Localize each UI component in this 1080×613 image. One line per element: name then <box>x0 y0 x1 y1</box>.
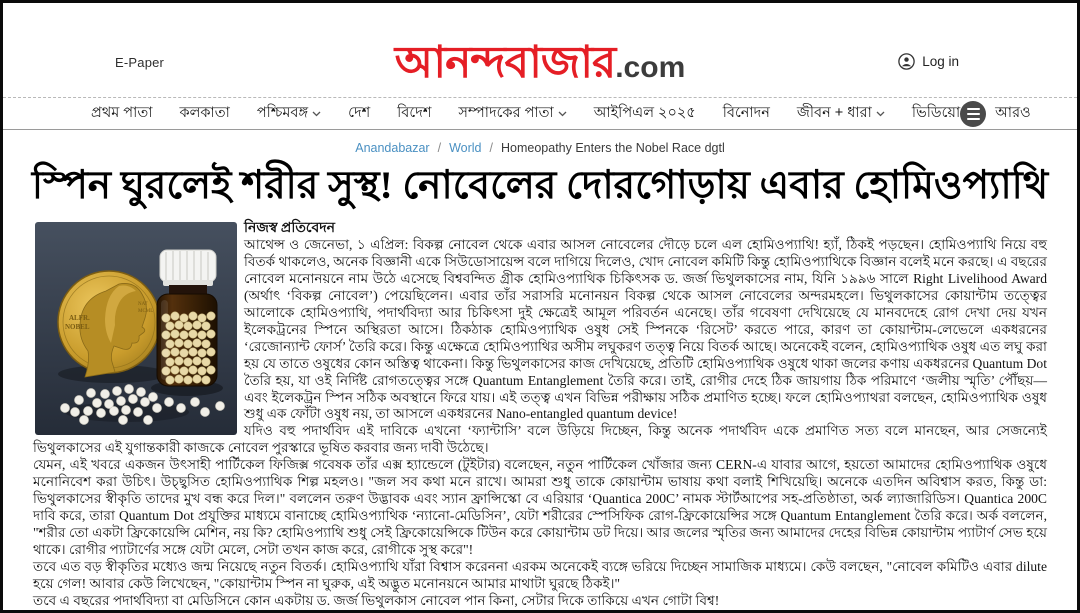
article-headline: স্পিন ঘুরলেই শরীর সুস্থ! নোবেলের দোরগোড়ায় এবার হোমিওপ্যাথি <box>31 164 1049 207</box>
nav-label: সম্পাদকের পাতা <box>458 104 554 121</box>
logo-bengali-text: আনন্দবাজার <box>394 38 616 87</box>
nav-label: প্রথম পাতা <box>91 104 153 121</box>
nav-item-kolkata[interactable] <box>179 102 229 126</box>
chevron-down-icon <box>312 111 321 117</box>
nav-item-entertainment[interactable] <box>723 102 770 126</box>
nav-label: জীবন + ধারা <box>796 104 872 121</box>
svg-text:NAT: NAT <box>138 301 148 307</box>
article-photo-graphic <box>35 222 237 435</box>
login-button[interactable] <box>898 53 959 70</box>
nav-label: আইপিএল ২০২৫ <box>593 104 696 121</box>
breadcrumb-separator: / <box>489 140 493 155</box>
breadcrumb-current-page: Homeopathy Enters the Nobel Race dgtl <box>501 140 725 155</box>
svg-text:NOBEL: NOBEL <box>65 322 90 331</box>
nav-item-lifestyle[interactable] <box>797 102 885 126</box>
nav-label: পশ্চিমবঙ্গ <box>256 104 309 121</box>
site-header <box>3 3 1077 97</box>
breadcrumb-home-link[interactable]: Anandabazar <box>355 140 430 155</box>
more-menu-button[interactable] <box>960 101 1031 127</box>
nav-label: বিনোদন <box>722 104 770 121</box>
article-paragraph: তবে এ বছরের পদার্থবিদ্যা বা মেডিসিনে কোন একটায় ড. জর্জ ভিথুলকাস নোবেল পান কিনা, সেটার দিকে তাকিয়ে এখন গোটা বিশ্ব! <box>33 592 720 608</box>
nav-item-bidesh[interactable] <box>397 102 431 126</box>
more-label: আরও <box>995 104 1031 121</box>
breadcrumb-world-link[interactable]: World <box>449 140 482 155</box>
logo-com-suffix: .com <box>615 51 686 84</box>
article-image <box>35 222 237 435</box>
nav-item-front-page[interactable] <box>91 102 152 126</box>
chevron-down-icon <box>558 111 567 117</box>
chevron-down-icon <box>876 111 885 117</box>
nav-label: দেশ <box>348 104 371 121</box>
nav-label: ভিডিয়ো <box>911 104 961 121</box>
nav-item-video[interactable] <box>912 102 960 126</box>
pill-bottle <box>157 250 217 386</box>
nav-item-ipl-2025[interactable] <box>594 102 696 126</box>
article-paragraph: আথেন্স ও জেনেভা, ১ এপ্রিল: বিকল্প নোবেল থেকে এবার আসল নোবেলের দৌড়ে চলে এল হোমিওপ্যাথি! হ্যাঁ, ঠিকই পড়ছেন। হোমিওপ্যাথি নিয়ে বহু বিতর্ক থাকলেও, অনেক বিজ্ঞানী একে সিউডোসায়েন্স বলে দাগিয়ে দিলেও, খোদ নোবেল কমিটি কিন্তু হোমিওপ্যাথিকে বিজ্ঞান বলেই মনে করছে। এ বছরের নোবেল মনোনয়নে নাম উঠে এসেছে বিশ্ববন্দিত গ্রীক হোমিওপ্যাথিক চিকিৎসক ড. জর্জ ভিথুলকাসের নাম, যিনি ১৯৯৬ সালে Right Livelihood Award (অর্থাৎ ‘বিকল্প নোবেল’) পেয়েছিলেন। এবার তাঁর সরাসরি মনোনয়ন বিকল্প থেকে আসল নোবেলের অন্দরমহলে। ভিথুলকাসের কোয়ান্টাম তত্ত্বের আলোকে হোমিওপ্যাথি, পদার্থবিদ্যা আর চিকিৎসা দুই ক্ষেত্রেই আমূল পরিবর্তন এনেছে। তাঁর গবেষণা দেখিয়েছে যে মানবদেহে রোগ দেখা দেয় যখন ইলেকট্রনের স্পিনে অস্থিরতা আসে। ঠিকঠাক হোমিওপ্যাথিক ওষুধ সেই স্পিনকে ‘রিসেট’ করতে পারে, কারণ তা কোয়ান্টাম-লেভেলে একধরনের ‘রেজোন্যান্ট ফোর্স’ তৈরি করে। কিন্তু এক্ষেত্রে হোমিওপ্যাথির অসীম লঘুকরণ তত্ত্ব নিয়ে বিতর্ক আছে। অনেকেই বলেন, হোমিওপ্যাথিক ওষুধ এত লঘু করা হয় যে তাতে ওষুধের কোন অস্তিত্ব থাকেনা। কিন্তু ভিথুলকাসের কাজ দেখিয়েছে, প্রতিটি হোমিওপ্যাথিক ওষুধে থাকা জলের কণায় একধরনের Quantum Dot তৈরি হয়, যা ওই নির্দিষ্ট রোগতত্ত্বের সঙ্গে Quantum Entanglement তৈরি করে। তাই, রোগীর দেহে ঠিক জায়গায় ঠিক পরিমাণে ‘জলীয় স্মৃতি’ পৌঁছয়—এবং ইলেকট্রন স্পিন সঠিক অবস্থানে ফিরে যায়। এই তত্ত্ব এখন বিভিন্ন পরীক্ষায় সঠিক প্রমাণিত হচ্ছে। ফলে হোমিওপ্যাথরা বলছেন, হোমিওপ্যাথিক ওষুধ শুধু এক ফোঁটা ওষুধ নয়, তা আসলে একধরনের Nano-entangled quantum device! <box>244 237 1047 422</box>
breadcrumb <box>3 136 1077 159</box>
epaper-link[interactable]: E-Paper <box>115 55 165 70</box>
nav-label: কলকাতা <box>179 104 230 121</box>
nav-items <box>91 102 960 126</box>
article-paragraph: যেমন, এই খবরে একজন উৎসাহী পার্টিকেল ফিজিক্স গবেষক তাঁর এক্স হ্যান্ডেলে (টুইটার) বলেছেন, নতুন পার্টিকেল খোঁজার জন্য CERN-এ যাবার আগে, হয়তো আমাদের হোমিওপ্যাথিক ওষুধে মনোনিবেশ করা উচিৎ। উচ্ছ্বসিত হোমিওপ্যাথিক শিল্প মহলও। "জল সব কথা মনে রাখে। আমরা শুধু তাকে কোয়ান্টাম ভাষায় কথা বলাই শিখিয়েছি। অনেকে এতদিন অবিশ্বাস করত, কিন্তু ডা: ভিথুলকাসের স্বীকৃতি তাদের মুখ বন্ধ করে দিল।" বললেন তরুণ উদ্ভাবক এবং স্যান ফ্রান্সিস্কো বে এরিয়ার ‘Quantica 200C’ নামক স্টার্টআপের সহ-প্রতিষ্ঠাতা, অর্ক ল্যাজারিডিস। Quantica 200C দাবি করে, তারা Quantum Dot প্রযুক্তির মাধ্যমে বানাচ্ছে হোমিওপ্যাথিক ‘ন্যানো-মেডিসিন’, যেটা শরীরের স্পেসিফিক রোগ-ফ্রিকোয়েন্সির সঙ্গে Quantum Entanglement তৈরি করে। অর্ক বললেন, "শরীর তো একটা ফ্রিকোয়েন্সি মেশিন, নয় কি? হোমিওপ্যাথি শুধু সেই ফ্রিকোয়েন্সিকে টিউন করে কোয়ান্টাম ডট দিয়ে। আর জলের স্মৃতির জন্য আমাদের দেহের বিভিন্ন কোয়ান্টাম প্যাটার্ণ সেভ হয়ে থাকে। রোগীর প্যাটার্ণের সঙ্গে যেটা মেলে, সেটা তখন কাজ করে, রোগীকে সুস্থ করে"! <box>33 457 1047 557</box>
nav-label: বিদেশ <box>397 104 432 121</box>
nav-item-editorial[interactable] <box>458 102 566 126</box>
article-paragraph: তবে এত বড় স্বীকৃতির মধ্যেও জন্ম নিয়েছে নতুন বিতর্ক। হোমিওপ্যাথি যাঁরা বিশ্বাস করেননা এরকম অনেকেই ব্যঙ্গে ভরিয়ে দিচ্ছেন সামাজিক মাধ্যমে। কেউ বলছেন, "নোবেল কমিটিও এবার dilute হয়ে গেল! আবার কেউ লিখেছেন, "কোয়ান্টাম স্পিন না ঘুরুক, এই অদ্ভুত মনোনয়নে আমার মাথাটা ঘুরছে ঠিকই।" <box>33 558 1047 591</box>
article-body <box>3 210 1077 610</box>
svg-text:MCML: MCML <box>138 308 154 314</box>
article-byline: নিজস্ব প্রতিবেদন <box>244 220 335 236</box>
login-label: Log in <box>922 54 959 69</box>
user-icon <box>898 53 915 70</box>
hamburger-icon <box>960 101 986 127</box>
svg-text:ALFR.: ALFR. <box>69 313 90 322</box>
article-paragraph: যদিও বহু পদার্থবিদ এই দাবিকে এখনো ‘ফ্যান্টাসি’ বলে উড়িয়ে দিচ্ছেন, কিন্তু অনেক পদার্থবিদ একে প্রমাণিত সত্য বলে মানছেন, আর সেজন্যেই ভিথুলকাসের এই যুগান্তকারী কাজকে নোবেল পুরস্কারে ভূষিত করবার জন্য দাবী উঠেছে। <box>33 423 1047 456</box>
breadcrumb-separator: / <box>437 140 442 155</box>
nav-item-desh[interactable] <box>348 102 370 126</box>
nav-item-west-bengal[interactable] <box>257 102 321 126</box>
